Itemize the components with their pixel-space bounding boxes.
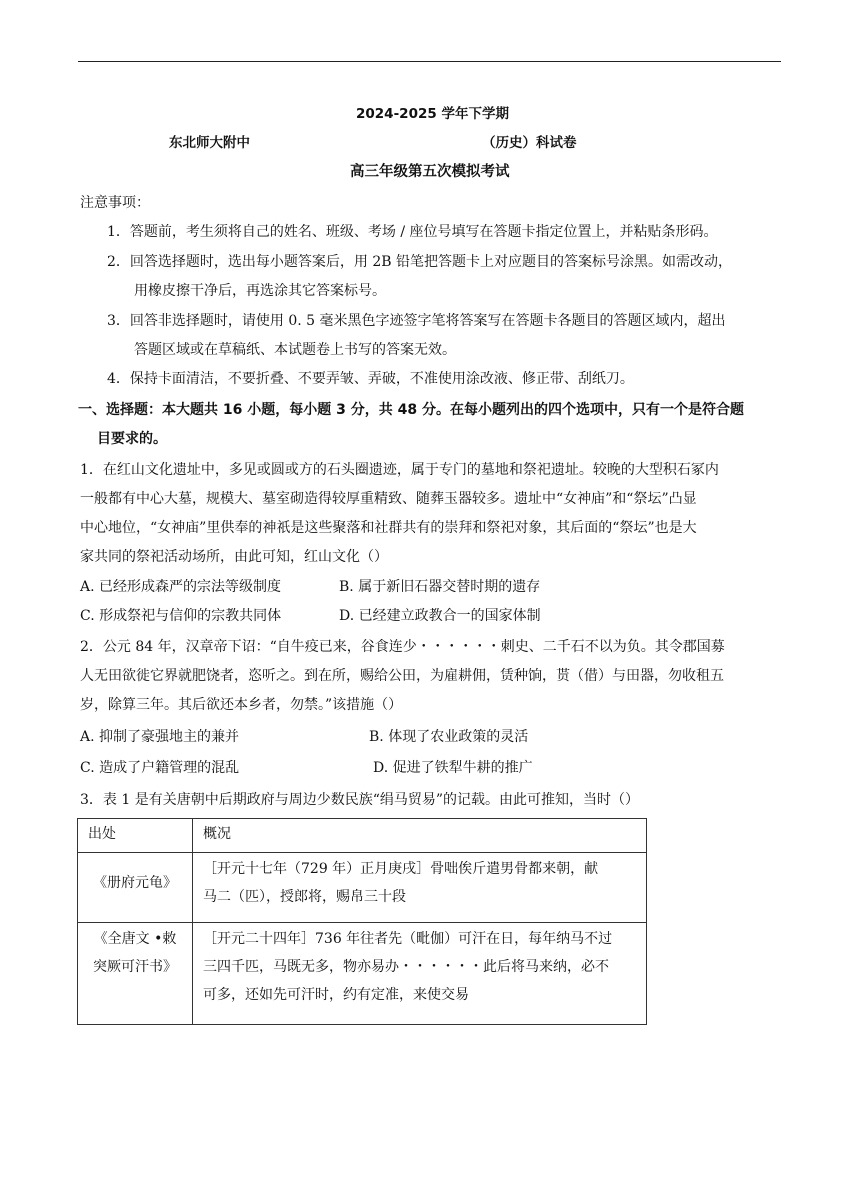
content-text: 马二（匹），授郎将，赐帛三十段	[203, 889, 406, 905]
notice-item-3-cont: 答题区域或在草稿纸、本试题卷上书写的答案无效。	[134, 342, 456, 358]
table-cell-source	[78, 923, 193, 1025]
exam-year-term: 2024-2025 学年下学期	[356, 106, 509, 122]
q2-option-d[interactable]: D. 促进了铁犁牛耕的推广	[373, 760, 533, 776]
exam-title: 高三年级第五次模拟考试	[350, 164, 510, 180]
header-source: 出处	[88, 826, 116, 842]
school-name: 东北师大附中	[169, 135, 250, 151]
table-cell-content	[193, 923, 647, 1025]
source-text: 《册府元龟》	[93, 875, 177, 891]
q1-stem-line: 中心地位，“女神庙”里供奉的神祇是这些聚落和社群共有的崇拜和祭祀对象，其后面的“祭坛”也是大	[80, 520, 697, 536]
content-text: ［开元二十四年］736 年往者先（毗伽）可汗在日，每年纳马不过	[203, 931, 613, 947]
table-row	[78, 923, 647, 1025]
notice-item-2-cont: 用橡皮擦干净后，再选涂其它答案标号。	[134, 283, 386, 299]
notice-title: 注意事项：	[80, 195, 150, 211]
table-cell-content	[193, 853, 647, 923]
q1-stem-line: 家共同的祭祀活动场所，由此可知，红山文化（）	[80, 549, 388, 565]
section-heading: 一、选择题：本大题共 16 小题，每小题 3 分，共 48 分。在每小题列出的四个选项中，只有一个是符合题	[78, 402, 744, 418]
source-text: 突厥可汗书》	[93, 959, 177, 975]
header-content: 概况	[203, 826, 231, 842]
q2-option-a[interactable]: A. 抑制了豪强地主的兼并	[80, 729, 240, 745]
table-cell-source	[78, 853, 193, 923]
q3-stem: 3．表 1 是有关唐朝中后期政府与周边少数民族“绢马贸易”的记载。由此可推知，当时（）	[80, 792, 640, 808]
q1-stem-line: 一般都有中心大墓，规模大、墓室砌造得较厚重精致、随葬玉器较多。遗址中“女神庙”和“祭坛”凸显	[80, 491, 697, 507]
q1-option-d[interactable]: D. 已经建立政教合一的国家体制	[339, 608, 541, 624]
table-header-cell	[193, 819, 647, 853]
q2-option-c[interactable]: C. 造成了户籍管理的混乱	[80, 760, 240, 776]
subject-title: （历史）科试卷	[482, 135, 577, 151]
q1-option-b[interactable]: B. 属于新旧石器交替时期的遗存	[339, 579, 541, 595]
q1-option-a[interactable]: A. 已经形成森严的宗法等级制度	[80, 579, 282, 595]
q2-stem-line: 2．公元 84 年，汉章帝下诏：“自牛疫已来，谷食连少・・・・・・刺史、二千石不以为负。其令郡国募	[80, 639, 725, 655]
content-text: ［开元十七年（729 年）正月庚戌］骨咄俟斤遣男骨都来朝，献	[203, 861, 599, 877]
q2-stem-line: 岁，除算三年。其后欲还本乡者，勿禁。”该措施（）	[80, 697, 403, 713]
notice-item-3: 3．回答非选择题时，请使用 0. 5 毫米黑色字迹签字笔将答案写在答题卡各题目的答题区域内，超出	[107, 313, 726, 329]
q2-option-b[interactable]: B. 体现了农业政策的灵活	[369, 729, 529, 745]
notice-item-1: 1．答题前，考生须将自己的姓名、班级、考场 / 座位号填写在答题卡指定位置上，并粘贴条形码。	[107, 224, 718, 240]
source-text: 《全唐文 •敕	[93, 931, 177, 947]
q3-table	[77, 818, 647, 1025]
section-heading-cont: 目要求的。	[97, 431, 167, 447]
table-header-row	[78, 819, 647, 853]
table-header-cell	[78, 819, 193, 853]
header-rule	[78, 61, 781, 62]
content-text: 三四千匹，马既无多，物亦易办・・・・・・此后将马来纳，必不	[203, 959, 609, 975]
table-row	[78, 853, 647, 923]
q1-stem-line: 1．在红山文化遗址中，多见或圆或方的石头圈遗迹，属于专门的墓地和祭祀遗址。较晚的大型积石冢内	[80, 462, 719, 478]
q1-option-c[interactable]: C. 形成祭祀与信仰的宗教共同体	[80, 608, 282, 624]
notice-item-4: 4．保持卡面清洁，不要折叠、不要弄皱、弄破，不准使用涂改液、修正带、刮纸刀。	[107, 371, 634, 387]
notice-item-2: 2．回答选择题时，选出每小题答案后，用 2B 铅笔把答题卡上对应题目的答案标号涂黑。如需改动，	[107, 254, 733, 270]
q2-stem-line: 人无田欲徙它界就肥饶者，恣听之。到在所，赐给公田，为雇耕佣，赁种饷，贳（借）与田器，勿收租五	[80, 668, 724, 684]
content-text: 可多，还如先可汗时，约有定准，来使交易	[203, 987, 469, 1003]
